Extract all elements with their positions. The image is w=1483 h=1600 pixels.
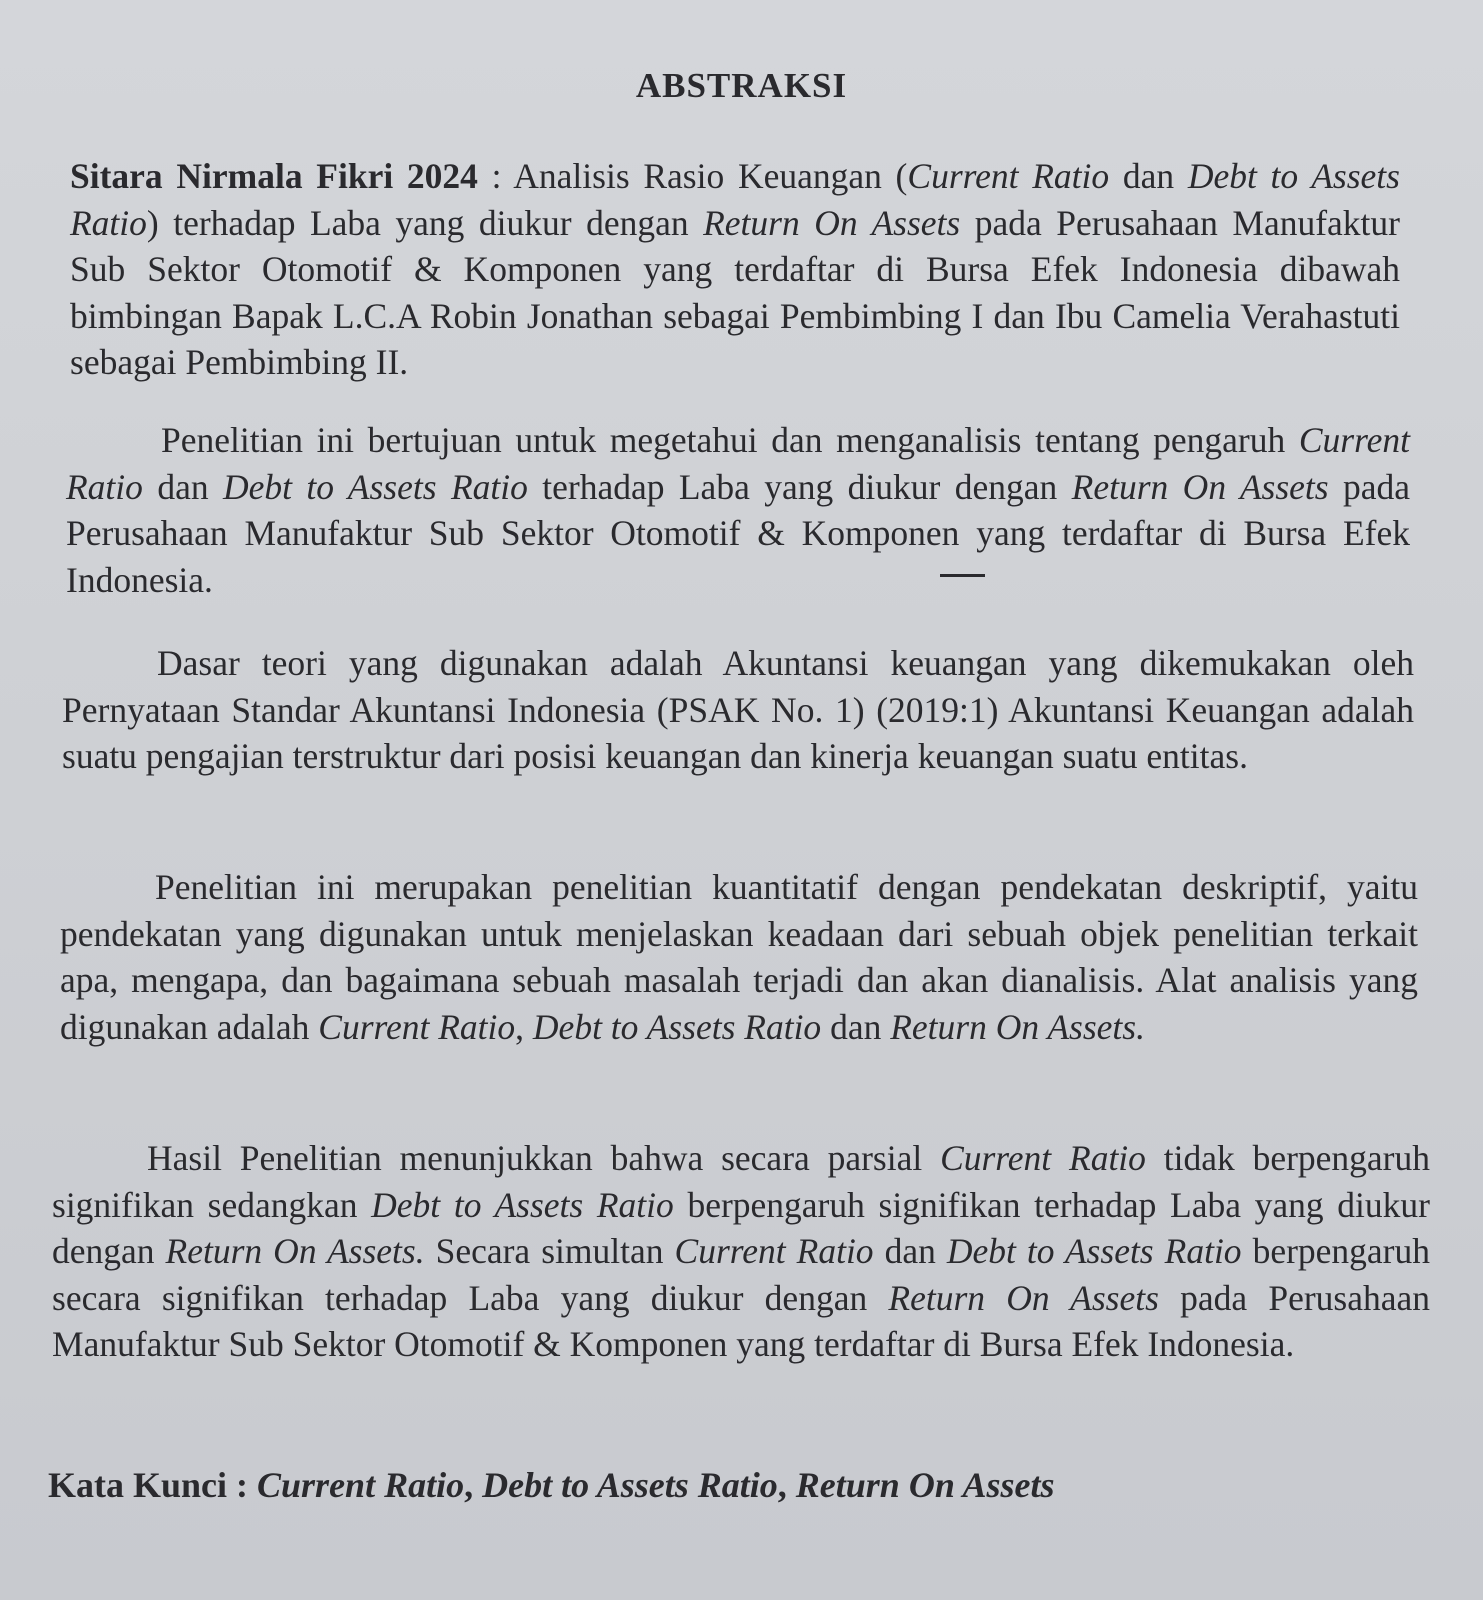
results-paragraph: Hasil Penelitian menunjukkan bahwa secara parsial Current Ratio tidak berpengaruh signifikan sedangkan Debt to Assets Ratio berpengaruh signifikan terhadap Laba yang diukur dengan Return On Assets. Secara simultan Current Ratio dan Debt to Assets Ratio berpengaruh secara signifikan terhadap Laba yang diukur dengan Return On Assets pada Perusahaan Manufaktur Sub Sektor Otomotif & Komponen yang terdaftar di Bursa Efek Indonesia.: [52, 1138, 1430, 1364]
keywords-line: Kata Kunci : Current Ratio, Debt to Assets Ratio, Return On Assets: [48, 1465, 1055, 1505]
keywords-label: Kata Kunci :: [48, 1465, 258, 1505]
pen-mark: [940, 574, 985, 577]
author-year: Sitara Nirmala Fikri 2024: [70, 156, 478, 196]
theory-paragraph: Dasar teori yang digunakan adalah Akuntansi keuangan yang dikemukakan oleh Pernyataan Standar Akuntansi Indonesia (PSAK No. 1) (2019:1) Akuntansi Keuangan adalah suatu pengajian terstruktur dari posisi keuangan dan kinerja keuangan suatu entitas.: [62, 643, 1414, 776]
page-title: ABSTRAKSI: [635, 66, 848, 105]
method-paragraph: Penelitian ini merupakan penelitian kuantitatif dengan pendekatan deskriptif, yaitu pendekatan yang digunakan untuk menjelaskan keadaan dari sebuah objek penelitian terkait apa, mengapa, dan bagaimana sebuah masalah terjadi dan akan dianalisis. Alat analisis yang digunakan adalah Current Ratio, Debt to Assets Ratio dan Return On Assets.: [60, 867, 1418, 1047]
abstract-header-paragraph: Sitara Nirmala Fikri 2024 : Analisis Rasio Keuangan (Current Ratio dan Debt to Assets Ratio) terhadap Laba yang diukur dengan Return On Assets pada Perusahaan Manufaktur Sub Sektor Otomotif & Komponen yang terdaftar di Bursa Efek Indonesia dibawah bimbingan Bapak L.C.A Robin Jonathan sebagai Pembimbing I dan Ibu Camelia Verahastuti sebagai Pembimbing II.: [70, 156, 1400, 382]
objective-paragraph: Penelitian ini bertujuan untuk megetahui dan menganalisis tentang pengaruh Current Ratio dan Debt to Assets Ratio terhadap Laba yang diukur dengan Return On Assets pada Perusahaan Manufaktur Sub Sektor Otomotif & Komponen yang terdaftar di Bursa Efek Indonesia.: [66, 420, 1411, 600]
